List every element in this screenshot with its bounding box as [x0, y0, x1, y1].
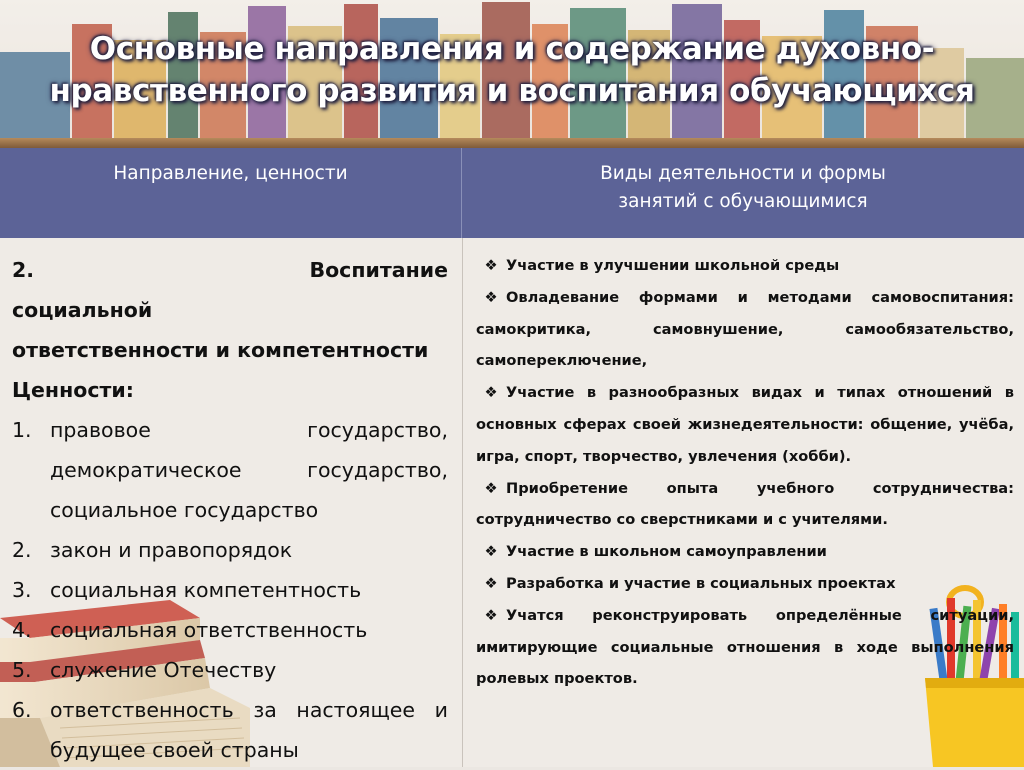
activities-cell [476, 250, 1014, 695]
column-header-activities [462, 148, 1024, 238]
column-divider [462, 238, 463, 767]
list-item: 6. ответственность за настоящее и будущее своей страны [12, 698, 448, 762]
column-header-activities-line1: Виды деятельности и формы [600, 163, 886, 184]
diamond-bullet-icon: ❖ [484, 606, 498, 624]
direction-title-part1: Воспитание социальной [12, 258, 449, 322]
list-item: 5. служение Отечеству [12, 658, 277, 682]
shelf-edge [0, 138, 1024, 148]
column-header-direction [0, 148, 462, 238]
diamond-bullet-icon: ❖ [484, 574, 498, 592]
column-header-direction-label: Направление, ценности [113, 163, 348, 184]
list-item: ❖ Участие в школьном самоуправлении [476, 536, 1014, 568]
diamond-bullet-icon: ❖ [484, 543, 498, 561]
direction-heading-line1 [12, 250, 448, 330]
direction-values-cell [12, 250, 448, 770]
list-item: ❖ Участие в разнообразных видах и типах отношений в основных сферах своей жизнедеятельности: общение, учёба, игра, спорт, творчество, увлечения (хобби). [476, 377, 1014, 472]
list-item: 3. социальная компетентность [12, 578, 362, 602]
values-label: Ценности: [12, 378, 134, 402]
direction-heading-line2: ответственности и компетентности [12, 338, 429, 362]
list-item: 1. правовое государство, демократическое государство, социальное государство [12, 418, 448, 522]
diamond-bullet-icon: ❖ [484, 384, 498, 402]
list-item: 4. социальная ответственность [12, 618, 368, 642]
list-item: ❖ Овладевание формами и методами самовоспитания: самокритика, самовнушение, самообязательство, самопереключение, [476, 282, 1014, 377]
diamond-bullet-icon: ❖ [484, 257, 498, 274]
diamond-bullet-icon: ❖ [484, 288, 498, 306]
list-item: ❖ Приобретение опыта учебного сотрудничества: сотрудничество со сверстниками и с учителями. [476, 473, 1014, 537]
page-title [0, 28, 1024, 112]
list-item: 2. закон и правопорядок [12, 538, 293, 562]
page-title-line1: Основные направления и содержание духовно- [89, 31, 935, 67]
title-banner [0, 0, 1024, 148]
list-item: ❖ Учатся реконструировать определённые ситуации, имитирующие социальные отношения в ходе выполнения ролевых проектов. [476, 600, 1014, 695]
list-item: ❖ Участие в улучшении школьной среды [476, 250, 1014, 282]
column-header-activities-line2: занятий с обучающимися [618, 191, 868, 212]
diamond-bullet-icon: ❖ [484, 479, 498, 497]
list-item: ❖ Разработка и участие в социальных проектах [476, 568, 1014, 600]
values-list [12, 410, 448, 770]
page-title-line2: нравственного развития и воспитания обучающихся [49, 73, 975, 109]
table-header-row [0, 148, 1024, 238]
direction-number: 2. [12, 258, 35, 282]
